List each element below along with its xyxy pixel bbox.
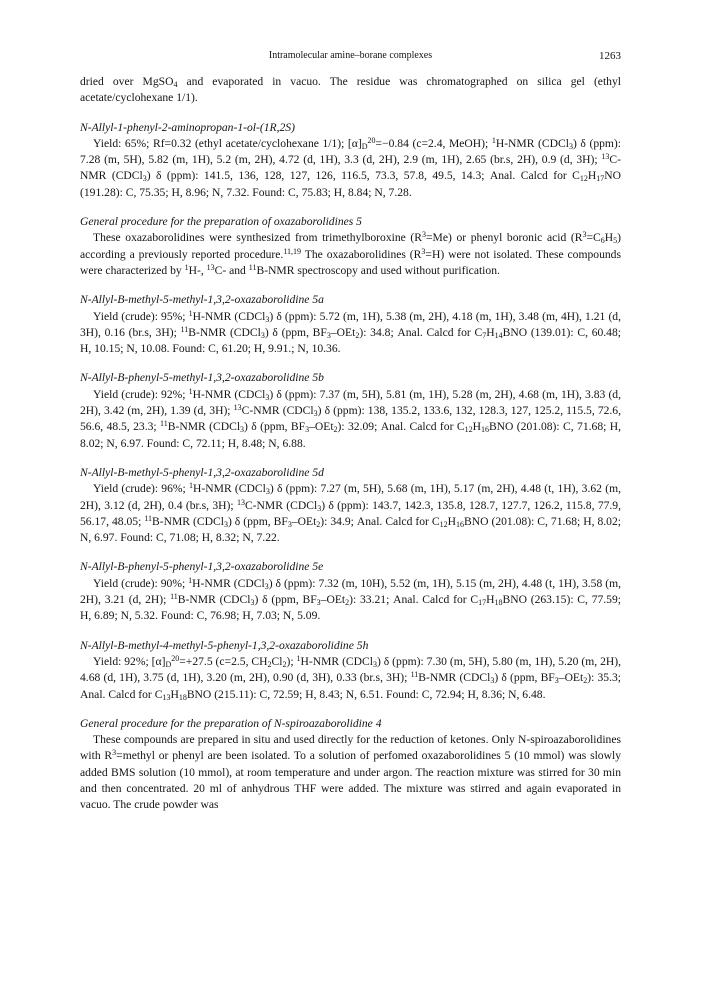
section-heading: N-Allyl-1-phenyl-2-aminopropan-1-ol-(1R,2S) (80, 120, 295, 134)
section-heading: General procedure for the preparation of oxazaborolidines 5 (80, 215, 362, 229)
section-heading: N-Allyl-B-phenyl-5-phenyl-1,3,2-oxazaborolidine 5e (80, 560, 324, 574)
section-text: Yield (crude): 95%; $^1$H-NMR (CDCl$_3$) δ (ppm): 5.72 (m, 1H), 5.38 (m, 2H), 4.18 (m, 1H), 3.48 (m, 4H), 1.21 (d, 3H), 0.16 (br.s, 3H); $^{11}$B-NMR (CDCl$_3$) δ (ppm, $BF_3-OEt_2$): 34.8; Anal. Calcd for $C_7H_{14}BNO$ (139.01): C, 60.48; H, 10.15; N, 10.08. Found: C, 61.20; H, 9.91.; N, 10.36. (80, 308, 622, 356)
section-heading: N-Allyl-B-methyl-5-phenyl-1,3,2-oxazaborolidine 5d (80, 465, 324, 479)
compound-section (80, 465, 621, 546)
section-text: Yield (crude): 90%; $^1$H-NMR (CDCl$_3$) δ (ppm): 7.32 (m, 10H), 5.52 (m, 1H), 5.15 (m, 2H), 4.48 (t, 1H), 3.58 (m, 2H), 3.21 (d, 2H); $^{11}$B-NMR (CDCl$_3$) δ (ppm, $BF_3-OEt_2$): 33.21; Anal. Calcd for $C_{17}H_{18}BNO$ (263.15): C, 77.59; H, 6.89; N, 5.32. Found: C, 76.98; H, 7.03; N, 5.09. (80, 575, 622, 623)
section-text: Yield (crude): 92%; $^1$H-NMR (CDCl$_3$) δ (ppm): 7.37 (m, 5H), 5.81 (m, 1H), 5.28 (m, 2H), 4.68 (m, 1H), 3.83 (d, 2H), 3.42 (m, 2H), 1.39 (d, 3H); $^{13}$C-NMR (CDCl$_3$) δ (ppm): 138, 135.2, 133.6, 132, 128.3, 127, 125.2, 115.5, 72.6, 56.6, 48.5, 23.3; $^{11}$B-NMR (CDCl$_3$) δ (ppm, $BF_3-OEt_2$): 32.09; Anal. Calcd for $C_{12}H_{16}BNO$ (201.08): C, 71.68; H, 8.02; N, 6.97. Found: C, 72.11; H, 8.48; N, 6.88. (80, 386, 622, 450)
compound-section (80, 120, 621, 201)
page-number: 1263 (599, 50, 621, 62)
section-text: These compounds are prepared in situ and used directly for the reduction of ketones. Only N-spiroazaborolidines with $R^3=methyl$ or phenyl are been isolated. To a solution of perfomed oxazaborolidines 5 (10 mmol) was slowly added BMS solution (10 mmol), at room temperature and under argon. The reaction mixture was stirred for 30 min and then concentrated. 20 ml of anhydrous THF were added. The mixture was stirred and again evaporated in vacuo. The crude powder was (80, 733, 621, 812)
compound-section (80, 638, 621, 703)
compound-section (80, 292, 621, 357)
section-heading: General procedure for the preparation of N-spiroazaborolidine 4 (80, 716, 382, 730)
section-heading: N-Allyl-B-methyl-4-methyl-5-phenyl-1,3,2-oxazaborolidine 5h (80, 638, 369, 652)
running-title: Intramolecular amine–borane complexes (268, 50, 433, 61)
article-body (80, 74, 621, 827)
section-heading: N-Allyl-B-phenyl-5-methyl-1,3,2-oxazaborolidine 5b (80, 371, 324, 385)
section-text: Yield: 65%; Rf=0.32 (ethyl acetate/cyclohexane 1/1); $[\alpha]_D^{20}=-0.84$ (c=2.4, MeOH); $^1$H-NMR (CDCl$_3$) δ (ppm): 7.28 (m, 5H), 5.82 (m, 1H), 5.2 (m, 2H), 4.72 (d, 1H), 3.3 (d, 2H), 2.9 (m, 1H), 2.65 (br.s, 2H), 0.9 (d, 3H); $^{13}$C-NMR (CDCl$_3$) δ (ppm): 141.5, 136, 128, 127, 126, 116.5, 73.3, 57.8, 49.5, 14.3; Anal. Calcd for $C_{12}H_{17}NO$ (191.28): C, 75.35; H, 8.96; N, 7.32. Found: C, 75.83; H, 8.84; N, 7.28. (80, 135, 622, 199)
procedure-section (80, 214, 621, 279)
section-heading: N-Allyl-B-methyl-5-methyl-1,3,2-oxazaborolidine 5a (80, 293, 324, 307)
section-text: These oxazaborolidines were synthesized from trimethylboroxine $(R^3=Me)$ or phenyl boronic acid $(R^3=C_6H_5)$ according a previously reported procedure.$^{11,19}$ The oxazaborolidines $(R^3=H)$ were not isolated. These compounds were characterized by $^1$H-, $^{13}$C- and $^{11}$B-NMR spectroscopy and used without purification. (80, 230, 621, 277)
compound-section (80, 370, 621, 451)
section-text: Yield: 92%; $[\alpha]_D^{20}=+27.5$ (c=2.5, $CH_2Cl_2$); $^1$H-NMR (CDCl$_3$) δ (ppm): 7.30 (m, 5H), 5.80 (m, 1H), 5.20 (m, 2H), 4.68 (d, 1H), 3.75 (d, 1H), 3.20 (m, 2H), 0.90 (d, 3H), 0.33 (br.s, 3H); $^{11}$B-NMR (CDCl$_3$) δ (ppm, $BF_3-OEt_2$): 35.3; Anal. Calcd for $C_{13}H_{18}BNO$ (215.11): C, 72.59; H, 8.43; N, 6.51. Found: C, 72.94; H, 8.36; N, 6.48. (80, 653, 622, 702)
running-head (80, 48, 621, 64)
compound-section (80, 559, 621, 624)
intro-paragraph: dried over MgSO$_4$ and evaporated in vacuo. The residue was chromatographed on silica gel (ethyl acetate/cyclohexane 1/1). (80, 75, 621, 105)
procedure-section (80, 716, 621, 814)
section-text: Yield (crude): 96%; $^1$H-NMR (CDCl$_3$) δ (ppm): 7.27 (m, 5H), 5.68 (m, 1H), 5.17 (m, 2H), 4.48 (t, 1H), 3.62 (m, 2H), 3.12 (d, 2H), 0.4 (br.s, 3H); $^{13}$C-NMR (CDCl$_3$) δ (ppm): 143.7, 142.3, 135.8, 128.7, 127.7, 126.2, 115.8, 77.9, 56.17, 48.05; $^{11}$B-NMR (CDCl$_3$) δ (ppm, $BF_3-OEt_2$): 34.9; Anal. Calcd for $C_{12}H_{16}BNO$ (201.08): C, 71.68; H, 8.02; N, 6.97. Found: C, 71.08; H, 8.32; N, 7.22. (80, 481, 622, 545)
